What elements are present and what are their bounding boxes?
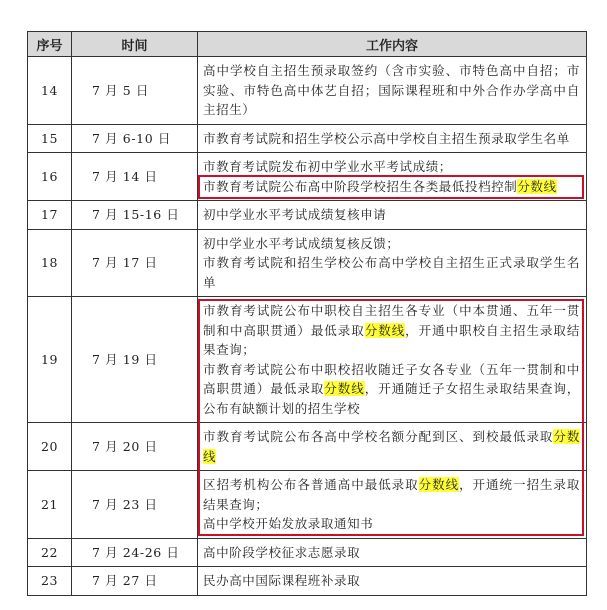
content-line: 初中学业水平考试成绩复核反馈； — [203, 235, 400, 251]
row-time: 7 月 6-10 日 — [72, 124, 198, 153]
row-content — [198, 538, 587, 567]
highlighted-term: 分数线 — [203, 429, 580, 464]
table-row — [28, 423, 587, 471]
content-line: 市教育考试院和招生学校公示高中学校自主招生预录取学生名单 — [203, 130, 570, 146]
row-content — [198, 201, 587, 230]
header-no: 序号 — [28, 32, 72, 57]
row-number: 21 — [28, 471, 72, 539]
row-time: 7 月 17 日 — [72, 229, 198, 297]
table-row — [28, 124, 587, 153]
row-time: 7 月 14 日 — [72, 153, 198, 201]
table-row — [28, 538, 587, 567]
content-line: 市教育考试院公布各高中学校名额分配到区、到校最低录取分数线 — [203, 429, 580, 464]
table-row — [28, 471, 587, 539]
row-number: 15 — [28, 124, 72, 153]
highlighted-term: 分数线 — [517, 178, 557, 194]
content-line: 民办高中国际课程班补录取 — [203, 573, 361, 588]
table-row — [28, 153, 587, 201]
row-time: 7 月 20 日 — [72, 423, 198, 471]
row-content — [198, 471, 587, 539]
table-row — [28, 567, 587, 596]
row-number: 17 — [28, 201, 72, 230]
row-time: 7 月 5 日 — [72, 57, 198, 125]
highlighted-term: 分数线 — [418, 477, 460, 492]
row-time: 7 月 27 日 — [72, 567, 198, 596]
table-row — [28, 201, 587, 230]
row-content — [198, 567, 587, 596]
row-content — [198, 229, 587, 297]
row-content — [198, 297, 587, 423]
row-content — [198, 153, 587, 201]
table-row — [28, 297, 587, 423]
row-time: 7 月 15-16 日 — [72, 201, 198, 230]
row-number: 22 — [28, 538, 72, 567]
content-line: 高中学校开始发放录取通知书 — [203, 516, 374, 531]
highlighted-term: 分数线 — [364, 322, 406, 338]
admission-schedule-table — [27, 31, 587, 596]
row-number: 19 — [28, 297, 72, 423]
content-line: 市教育考试院公布高中阶段学校招生各类最低投档控制分数线 — [203, 178, 557, 194]
table-header-row — [28, 32, 587, 57]
content-line: 市教育考试院公布中职校自主招生各专业（中本贯通、五年一贯制和中高职贯通）最低录取分数线，开通中职校自主招生录取结果查询； — [203, 303, 580, 357]
content-line: 高中阶段学校征求志愿录取 — [203, 544, 361, 560]
table-body — [28, 57, 587, 596]
row-number: 20 — [28, 423, 72, 471]
row-content — [198, 124, 587, 153]
row-content — [198, 423, 587, 471]
content-line: 市教育考试院和招生学校公布高中学校自主招生正式录取学生名单 — [203, 255, 580, 290]
highlighted-term: 分数线 — [324, 381, 365, 396]
content-line: 市教育考试院公布中职校招收随迁子女各专业（五年一贯制和中高职贯通）最低录取分数线，开通随迁子女招生录取结果查询，公布有缺额计划的招生学校 — [203, 361, 580, 416]
content-line: 市教育考试院发布初中学业水平考试成绩； — [203, 159, 452, 174]
table-row — [28, 57, 587, 125]
row-number: 18 — [28, 229, 72, 297]
row-number: 14 — [28, 57, 72, 125]
content-line: 区招考机构公布各普通高中最低录取分数线，开通统一招生录取结果查询； — [203, 477, 580, 512]
row-time: 7 月 23 日 — [72, 471, 198, 539]
row-time: 7 月 19 日 — [72, 297, 198, 423]
row-content — [198, 57, 587, 125]
header-time: 时间 — [72, 32, 198, 57]
content-line: 初中学业水平考试成绩复核申请 — [203, 207, 387, 222]
header-content: 工作内容 — [198, 32, 587, 57]
row-number: 23 — [28, 567, 72, 596]
row-time: 7 月 24-26 日 — [72, 538, 198, 567]
row-number: 16 — [28, 153, 72, 201]
table-row — [28, 229, 587, 297]
content-line: 高中学校自主招生预录取签约（含市实验、市特色高中自招；市实验、市特色高中体艺自招；国际课程班和中外合作办学高中自主招生） — [203, 63, 580, 117]
